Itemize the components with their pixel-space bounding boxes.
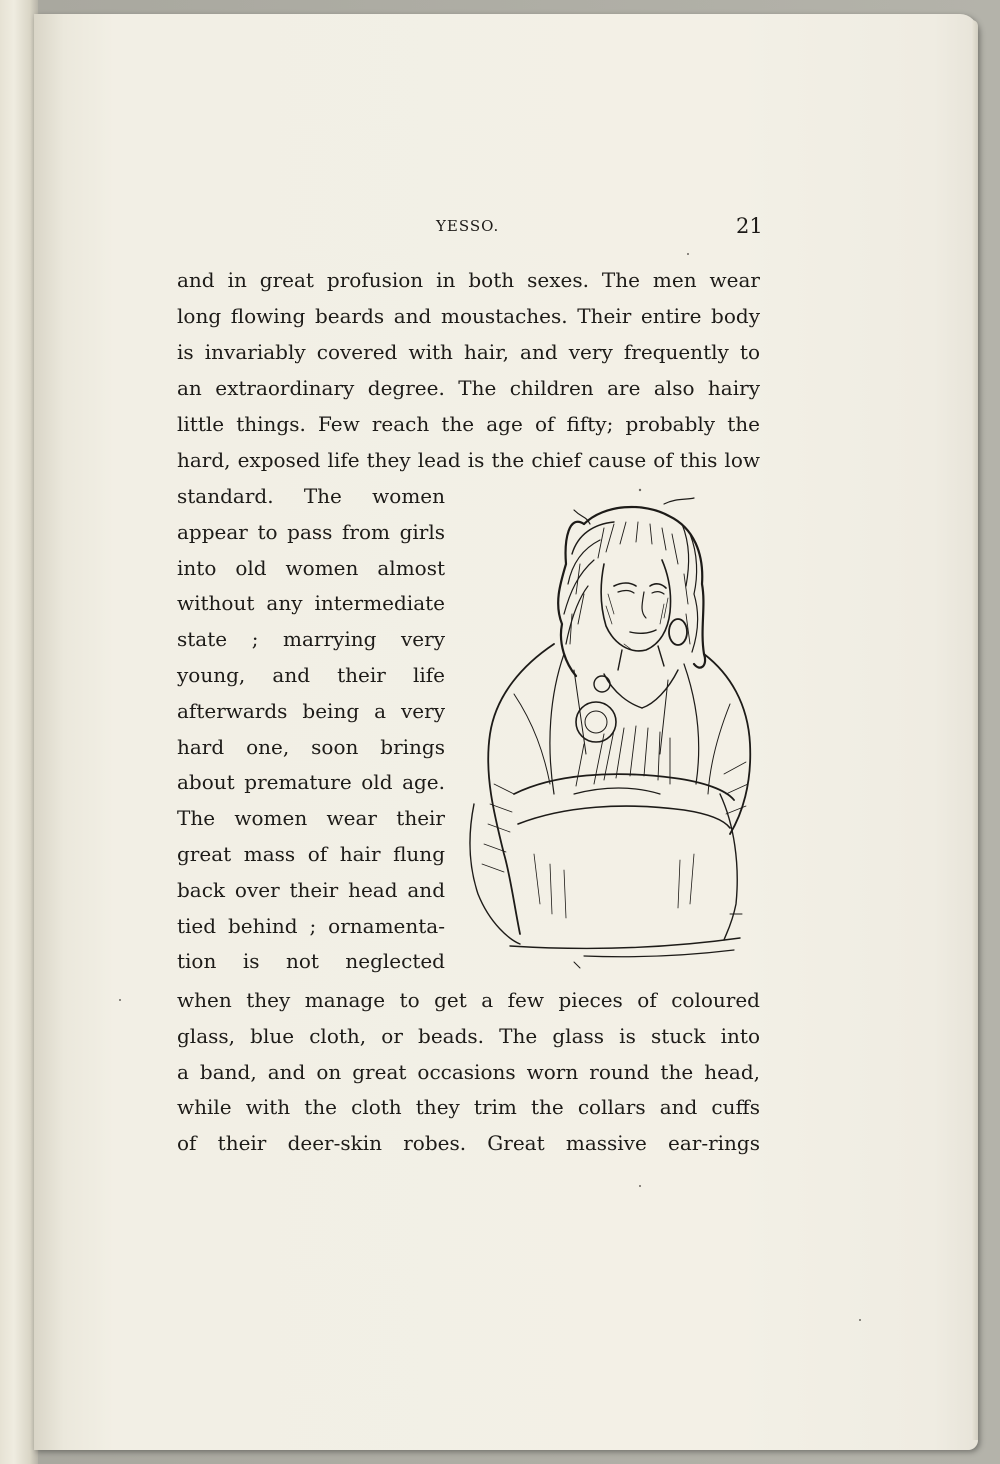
page-number: 21	[736, 214, 763, 238]
body-line: is invariably covered with hair, and very frequently to	[177, 340, 760, 364]
body-line: little things. Few reach the age of fifty; probably the	[177, 412, 760, 436]
body-line-narrow: state ; marrying very	[177, 627, 445, 652]
body-line-narrow: afterwards being a very	[177, 698, 445, 723]
running-head: YESSO.	[436, 217, 500, 235]
body-line-narrow: about premature old age.	[177, 770, 445, 795]
body-line-narrow: back over their head and	[177, 877, 445, 902]
body-line: while with the cloth they trim the collars and cuffs	[177, 1095, 760, 1120]
body-line: and in great profusion in both sexes. The men wear	[177, 268, 760, 292]
body-line-narrow: hard one, soon brings	[177, 734, 445, 759]
body-line: when they manage to get a few pieces of coloured	[177, 988, 760, 1012]
body-line: long flowing beards and moustaches. Their entire body	[177, 304, 760, 328]
body-line-narrow: without any intermediate	[177, 591, 445, 616]
body-line-narrow: tied behind ; ornamenta-	[177, 913, 445, 938]
body-line-narrow: The women wear their	[177, 806, 445, 831]
body-line: an extraordinary degree. The children are also hairy	[177, 376, 760, 400]
body-line-narrow: standard. The women	[177, 484, 445, 508]
body-line: hard, exposed life they lead is the chief cause of this low	[177, 448, 760, 472]
body-line: a band, and on great occasions worn round the head,	[177, 1059, 760, 1084]
body-line: of their deer-skin robes. Great massive ear-rings	[177, 1131, 760, 1156]
body-line-narrow: into old women almost	[177, 555, 445, 580]
body-line-narrow: tion is not neglected	[177, 949, 445, 974]
body-line: glass, blue cloth, or beads. The glass is stuck into	[177, 1023, 760, 1048]
body-line-narrow: young, and their life	[177, 663, 445, 687]
body-line-narrow: appear to pass from girls	[177, 519, 445, 544]
body-line-narrow: great mass of hair flung	[177, 842, 445, 866]
